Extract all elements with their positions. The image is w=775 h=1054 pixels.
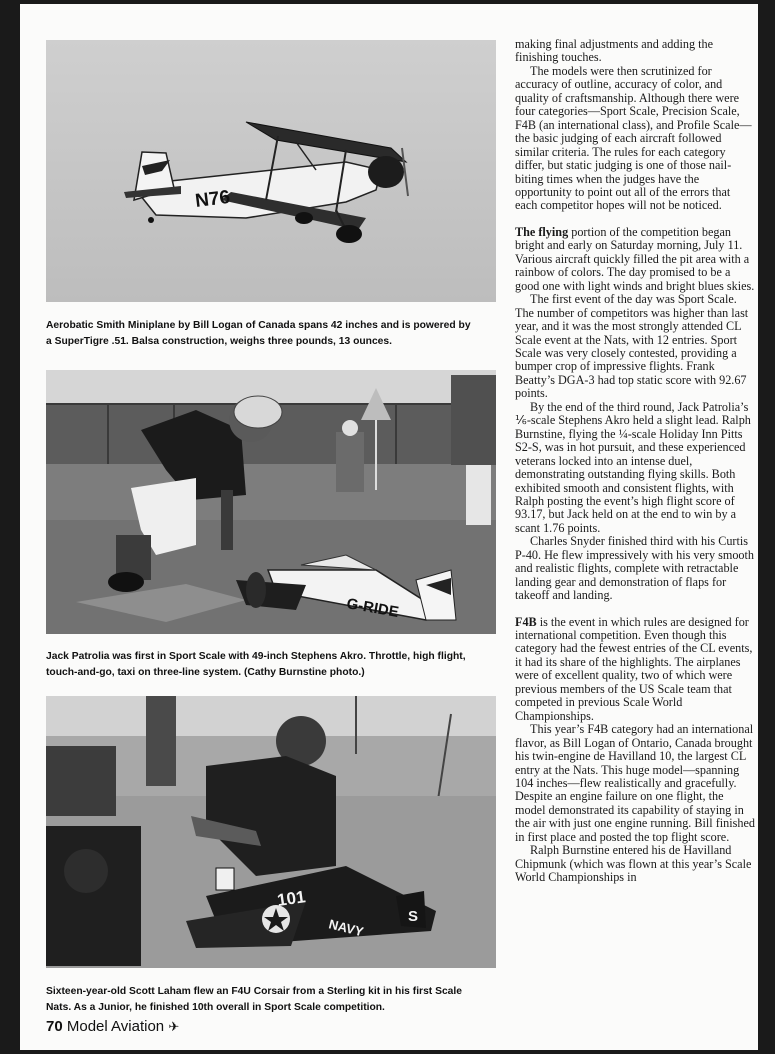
article-paragraph: Charles Snyder finished third with his Curtis P-40. He flew impressively with his very smooth and realistic flights, complete with retractable landing gear and demonstration of flaps for takeoff and landing. [515, 534, 754, 603]
plane-registration: N76 [194, 186, 232, 212]
magazine-page [20, 4, 758, 1050]
caption-line: a SuperTigre .51. Balsa construction, weighs three pounds, 13 ounces. [46, 336, 392, 347]
article-paragraph: By the end of the third round, Jack Patrolia’s ⅙-scale Stephens Akro held a slight lead. Ralph Burnstine, flying the ¼-scale Holiday Inn Pitts S2-S, was in hot pursuit, and these experienced veterans locked into an intense duel, demonstrating outstanding flying skills. Both exhibited smooth and consistent flights, with Ralph posting the event’s high flight score of 93.17, but Jack held on at the end to win by a scant 1.76 points. [515, 399, 751, 535]
caption-line: Sixteen-year-old Scott Laham flew an F4U Corsair from a Sterling kit in his first Scale [46, 986, 462, 997]
section-lead: The flying [515, 224, 569, 239]
article-paragraph [515, 226, 755, 293]
plane-service: NAVY [327, 916, 366, 940]
airplane-icon: ✈ [168, 1019, 180, 1034]
article-paragraph [515, 616, 755, 724]
article-paragraph: The models were then scrutinized for accuracy of outline, accuracy of color, and quality of craftsmanship. Although there were four categories—Sport Scale, Precision Scale, F4B (an international class), and Profile Scale—the basic judging of each aircraft followed similar criteria. The rules for each category differ, but static judging is one of those nail-biting times when the judges have the opportunity to point out all of the errors that each competitor hopes will not be noticed. [515, 63, 752, 213]
plane-registration: G-RIDE [345, 595, 400, 622]
caption-photo-1 [46, 318, 471, 350]
caption-line: touch-and-go, taxi on three-line system. (Cathy Burnstine photo.) [46, 667, 365, 678]
paragraph-text: is the event in which rules are designed for international competition. Even though this category had the fewest entries of the CL events, it had its share of the highlights. The airplanes were of excellent quality, two of which were previous members of the US Scale team that competed in previous Scale World Championships. [515, 614, 753, 723]
article-paragraph: making final adjustments and adding the finishing touches. [515, 37, 714, 65]
article-paragraph: The first event of the day was Sport Scale. The number of competitors was higher than last year, and it was the most strongly attended CL Scale event at the Nats, with 12 entries. Sport Scale was very closely contested, providing a bumper crop of impressive flights. Frank Beatty’s DGA-3 had top static score with 92.67 points. [515, 292, 749, 401]
page-footer [46, 1018, 179, 1035]
caption-photo-2 [46, 649, 466, 681]
caption-photo-3 [46, 984, 462, 1016]
caption-line: Jack Patrolia was first in Sport Scale with 49-inch Stephens Akro. Throttle, high flight, [46, 651, 466, 662]
photo-stephens-akro [46, 370, 496, 634]
caption-line: Aerobatic Smith Miniplane by Bill Logan of Canada spans 42 inches and is powered by [46, 320, 471, 331]
article-column [515, 38, 755, 885]
section-lead: F4B [515, 614, 537, 629]
plane-letter: S [408, 908, 419, 925]
photo-f4u-corsair [46, 696, 496, 968]
photo-smith-miniplane [46, 40, 496, 302]
article-paragraph: Ralph Burnstine entered his de Havilland Chipmunk (which was flown at this year’s Scale World Championships in [515, 843, 752, 885]
paragraph-text: portion of the competition began bright and early on Saturday morning, July 11. Various aircraft quickly filled the pit area with a rainbow of colors. The day promised to be a good one with light winds and bright blues skies. [515, 224, 755, 293]
article-paragraph: This year’s F4B category had an international flavor, as Bill Logan of Ontario, Canada brought his twin-engine de Havilland 10, the largest CL entry at the Nats. This huge model—spanning 104 inches—flew realistically and gracefully. Despite an engine failure on one flight, the model demonstrated its capability of staying in the air with just one engine running. Bill finished in first place and posted the top flight score. [515, 722, 755, 844]
caption-line: Nats. As a Junior, he finished 10th overall in Sport Scale competition. [46, 1002, 385, 1013]
magazine-title: Model Aviation [66, 1018, 165, 1035]
plane-number: 101 [275, 887, 307, 910]
page-number: 70 [46, 1018, 63, 1035]
